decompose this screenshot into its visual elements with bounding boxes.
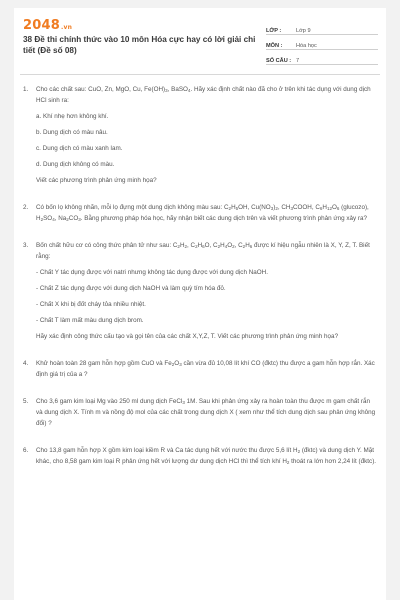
meta-key: LỚP :	[266, 28, 282, 34]
site-logo[interactable]: 2048.vn	[23, 18, 73, 33]
question-number: 1.	[23, 86, 29, 93]
question-text: Cho 13,8 gam hỗn hợp X gồm kim loại kiềm R và Ca tác dụng hết với nước thu được 5,6 lít $H_2$ (đktc) và dung dịch Y. Mặt khác, cho 8,58 gam kim loại R phản ứng hết với lượng dư dung dịch HCl thì thể tích khí $H_2$ thoát ra lớn hơn 2,24 lít (đktc).	[36, 447, 377, 465]
question-number: 6.	[23, 447, 29, 454]
question-option: - Chất Z tác dụng được với dung dịch NaOH và làm quỳ tím hóa đỏ.	[36, 285, 226, 292]
question-list	[14, 84, 386, 483]
question-number: 2.	[23, 204, 29, 211]
meta-value: Hóa học	[296, 43, 317, 49]
question-option: - Chất T làm mất màu dung dịch brom.	[36, 317, 144, 324]
question-text: Cho 3,6 gam kim loại Mg vào 250 ml dung dịch FeCl$_3$ 1M. Sau khi phản ứng xảy ra hoàn toàn thu được m gam chất rắn và dung dịch X. Tính m và nồng độ mol của các chất trong dung dịch X ( xem như thể tích dung dịch sau phản ứng không đổi) ?	[36, 398, 376, 427]
meta-value: 7	[296, 58, 300, 64]
question-text: Cho các chất sau: CuO, Zn, MgO, Cu, $Fe(OH)_3$, BaSO$_4$. Hãy xác định chất nào đã cho ở trên khi tác dụng với dung dịch HCl sinh ra:	[36, 86, 371, 104]
question-prompt: Viết các phương trình phản ứng minh họa?	[36, 177, 157, 184]
page-title: 38 Đề thi chính thức vào 10 môn Hóa cực hay có lời giải chi tiết (Đề số 08)	[23, 35, 256, 55]
question-number: 4.	[23, 360, 29, 367]
question-text: Có bốn lọ không nhãn, mỗi lọ đựng một dung dịch không màu sau: $C_2H_5OH$, $Cu(NO_3)_2$, $CH_3COOH$, $C_6H_{12}O_6$ (glucozo), $H_2SO_4$, $Na_2CO_3$. Bằng phương pháp hóa học, hãy nhận biết các dung dịch trên và viết phương trình phản ứng xảy ra?	[36, 204, 369, 222]
meta-key: SỐ CÂU :	[266, 58, 292, 64]
question-option: c. Dung dịch có màu xanh lam.	[36, 145, 123, 152]
question-text: Bốn chất hữu cơ có công thức phân tử như sau: $C_2H_2$, $C_2H_6O$, $C_2H_4O_2$, $C_2H_6$ được kí hiệu ngẫu nhiên là X, Y, Z, T. Biết rằng:	[36, 242, 370, 260]
document-meta	[266, 20, 378, 65]
question-item	[14, 358, 386, 380]
question-item	[14, 240, 386, 342]
document-page	[14, 8, 386, 600]
question-option: - Chất Y tác dụng được với natri nhưng không tác dụng được với dung dịch NaOH.	[36, 269, 268, 276]
question-option: - Chất X khi bị đốt cháy tỏa nhiều nhiệt.	[36, 301, 146, 308]
meta-row-subject	[266, 35, 378, 50]
question-option: b. Dung dịch có màu nâu.	[36, 129, 108, 136]
header-divider	[20, 74, 380, 75]
meta-key: MÔN :	[266, 43, 283, 49]
question-item	[14, 84, 386, 186]
question-option: d. Dung dịch không có màu.	[36, 161, 115, 168]
question-number: 5.	[23, 398, 29, 405]
question-prompt: Hãy xác định công thức cấu tạo và gọi tên của các chất X,Y,Z, T. Viết các phương trình phản ứng minh họa?	[36, 333, 339, 340]
question-text: Khử hoàn toàn 28 gam hỗn hợp gồm CuO và $Fe_2O_3$ cần vừa đủ 10,08 lít khí CO (đktc) thu được a gam hỗn hợp rắn. Xác định giá trị của a ?	[36, 360, 375, 378]
meta-value: Lớp 9	[296, 28, 311, 34]
question-number: 3.	[23, 242, 29, 249]
question-item	[14, 445, 386, 467]
question-item	[14, 396, 386, 429]
question-item	[14, 202, 386, 224]
meta-row-count	[266, 50, 378, 65]
question-option: a. Khí nhẹ hơn không khí.	[36, 113, 109, 120]
meta-row-grade	[266, 20, 378, 35]
